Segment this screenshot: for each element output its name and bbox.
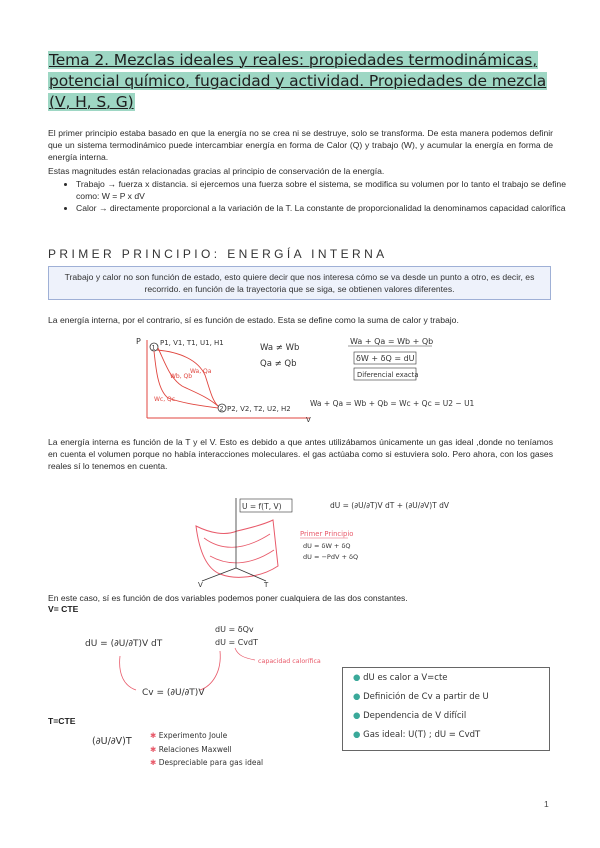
vcte-diagram <box>80 616 320 706</box>
eq-differential: δW + δQ = dU <box>356 354 415 363</box>
note-item-3 <box>353 711 466 721</box>
cv-eq: Cv = (∂U/∂T)V <box>142 688 205 698</box>
du-cv-eq: dU = CvdT <box>215 638 259 647</box>
page-number: 1 <box>544 799 549 809</box>
tcte-item-3 <box>150 756 300 770</box>
du-q-eq: dU = δQv <box>215 625 254 634</box>
note-text-4: Gas ideal: U(T) ; dU = CvdT <box>363 730 481 740</box>
notes-box <box>342 667 550 751</box>
note-text-1: dU es calor a V=cte <box>363 673 448 683</box>
note-bullet-icon: ● <box>353 692 361 702</box>
note-item-2 <box>353 692 489 702</box>
tcte-bullet-icon: ✱ <box>150 758 157 767</box>
pv-diagram <box>110 330 480 422</box>
cap-label: capacidad calorífica <box>258 658 321 665</box>
v-cte-heading: V= CTE <box>48 604 79 614</box>
funcion-dos-paragraph: En este caso, sí es función de dos variables podemos poner cualquiera de las dos constantes. <box>48 593 408 603</box>
eq-total: Wa + Qa = Wb + Qb = Wc + Qc = U2 − U1 <box>310 399 475 408</box>
note-item-1 <box>353 673 448 683</box>
v-axis-3d <box>202 568 236 581</box>
state1-label: P1, V1, T1, U1, H1 <box>160 339 224 347</box>
callout-box: Trabajo y calor no son función de estado, esto quiere decir que nos interesa cómo se va desde un punto a otro, es decir, es recorrido. en función de la trayectoria que se siga, se obtienen valores diferentes. <box>48 266 551 300</box>
note-item-4 <box>353 730 480 740</box>
tcte-item-1 <box>150 729 300 743</box>
note-text-2: Definición de Cv a partir de U <box>363 692 489 702</box>
bullet-calor: • Calor → directamente proporcional a la variación de la T. La constante de proporcionalidad la denominamos capacidad calorífica <box>76 202 566 214</box>
note-text-3: Dependencia de V difícil <box>363 711 467 721</box>
t-axis-3d <box>236 568 266 581</box>
path-b-label: Wb, Qb <box>170 373 193 380</box>
du-eq: dU = (∂U/∂T)V dT + (∂U/∂V)T dV <box>330 501 450 510</box>
cap-arrow <box>235 648 255 660</box>
t-cte-heading: T=CTE <box>48 716 76 726</box>
title-text: Tema 2. Mezclas ideales y reales: propiedades termodinámicas, potencial químico, fugacidad y actividad. Propiedades de mezcla (V, H, S, G) <box>49 51 547 111</box>
section-heading: PRIMER PRINCIPIO: ENERGÍA INTERNA <box>48 247 388 261</box>
note-bullet-icon: ● <box>353 673 361 683</box>
p-axis-label: P <box>136 337 141 346</box>
tcte-text-3: Despreciable para gas ideal <box>158 758 264 767</box>
path-a-label: Wa, Qa <box>190 368 212 375</box>
pp-title: Primer Principio <box>300 530 354 538</box>
path-c-label: Wc, Qc <box>154 396 176 403</box>
state2-label: P2, V2, T2, U2, H2 <box>227 405 291 413</box>
state1-number: 1 <box>151 343 156 352</box>
v-axis-3d-label: V <box>198 581 203 589</box>
u-func: U = f(T, V) <box>242 502 282 511</box>
tcte-bullet-icon: ✱ <box>150 731 157 740</box>
t-axis-3d-label: T <box>264 581 269 589</box>
eq-sum: Wa + Qa = Wb + Qb <box>350 337 434 346</box>
state2-number: 2 <box>219 404 224 413</box>
ineq-w: Wa ≠ Wb <box>260 343 300 353</box>
surface-line-1 <box>204 534 270 547</box>
partial-uv: (∂U/∂V)T <box>92 736 132 747</box>
pp-eq2: dU = −PdV + δQ <box>303 553 359 561</box>
gas-ideal-paragraph: La energía interna es función de la T y el V. Esto es debido a que antes utilizábamos únicamente un gas ideal ,donde no teníamos en cuenta el volumen porque no había interacciones moleculares. el gas actúaba como si estuviera solo. Pero ahora, con los gases reales sí lo tenemos en cuenta. <box>48 437 553 472</box>
note-bullet-icon: ● <box>353 730 361 740</box>
ineq-q: Qa ≠ Qb <box>260 359 297 369</box>
tcte-item-2 <box>150 743 300 757</box>
tcte-bullet-icon: ✱ <box>150 744 157 754</box>
bullet-list <box>62 178 566 215</box>
surface-line-2 <box>210 550 274 563</box>
v-axis-label: V <box>306 416 311 424</box>
exact-note: Diferencial exacta <box>357 371 419 379</box>
bullet-trabajo: • Trabajo → fuerza x distancia. si ejercemos una fuerza sobre el sistema, se modifica su volumen por lo tanto el trabajo se define como: W = P x dV <box>76 178 566 202</box>
pp-eq1: dU = δW + δQ <box>303 542 351 550</box>
tcte-text-1: Experimento Joule <box>158 731 228 740</box>
tcte-text-2: Relaciones Maxwell <box>158 744 232 754</box>
energia-interna-paragraph: La energía interna, por el contrario, sí es función de estado. Esta se define como la suma de calor y trabajo. <box>48 315 459 325</box>
cv-arrow-right <box>200 651 220 690</box>
du-partial-eq: dU = (∂U/∂T)V dT <box>85 639 163 649</box>
surface-diagram <box>180 488 450 589</box>
page-title <box>48 50 553 113</box>
cv-arrow-left <box>120 656 136 690</box>
tcte-list <box>150 729 300 770</box>
note-bullet-icon: ● <box>353 711 361 721</box>
intro-paragraph: El primer principio estaba basado en que la energía no se crea ni se destruye, solo se transforma. De esta manera podemos definir que un sistema termodinámico puede intercambiar energía en forma de Calor (Q) y trabajo (W), y acumular la energía en forma de energía interna. <box>48 128 553 163</box>
magnitudes-paragraph: Estas magnitudes están relacionadas gracias al principio de conservación de la energía. <box>48 166 385 176</box>
